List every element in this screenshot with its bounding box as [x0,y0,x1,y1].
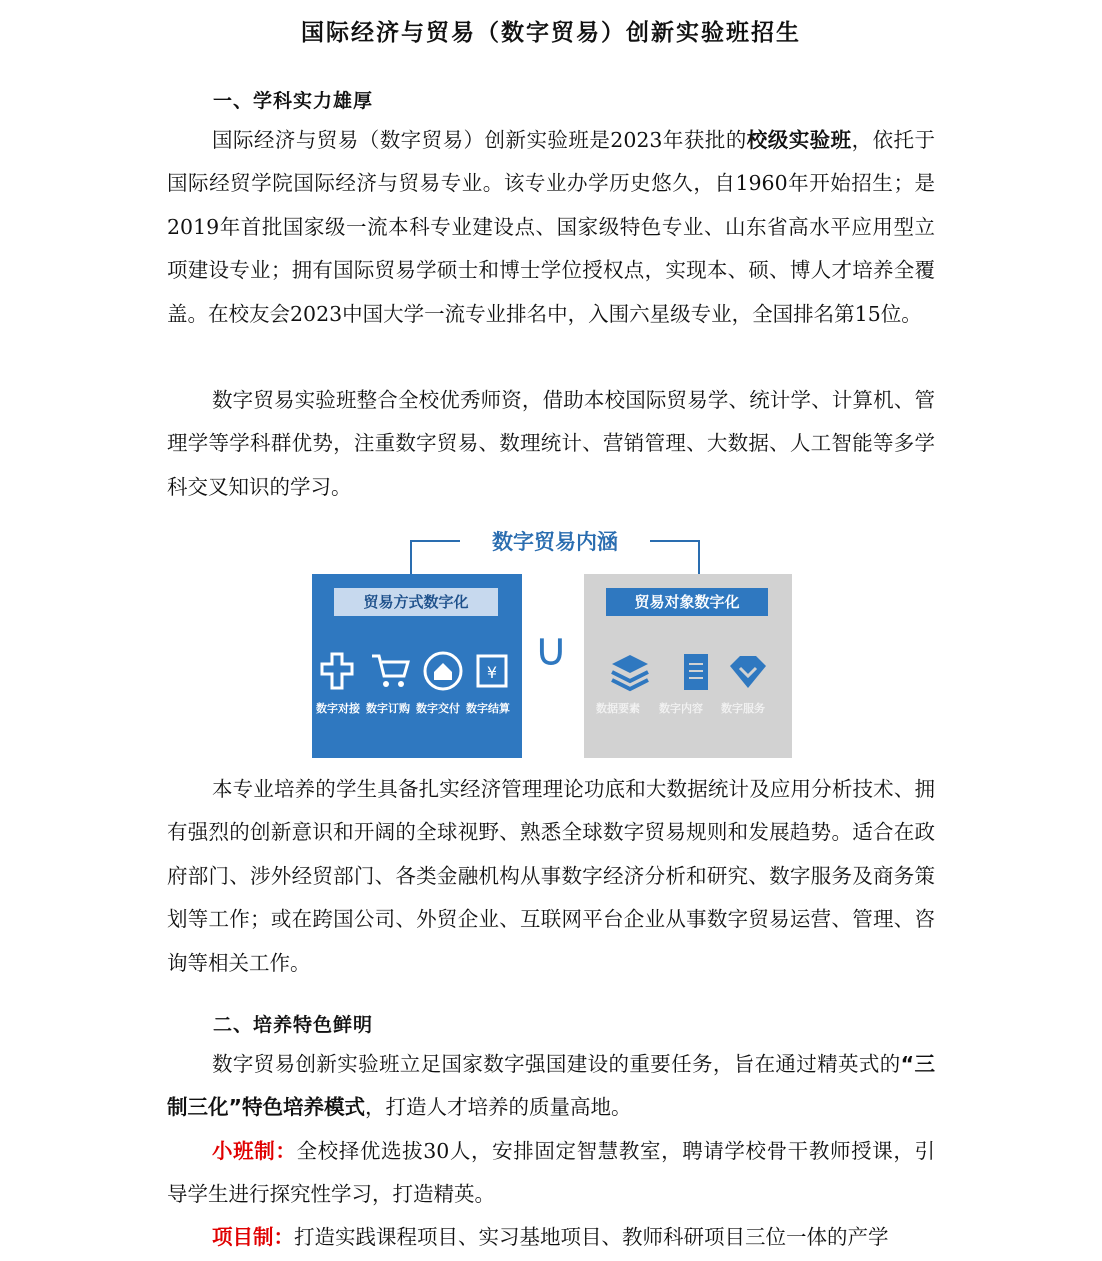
section1-heading: 一、学科实力雄厚 [213,90,374,112]
page-title: 国际经济与贸易（数字贸易）创新实验班招生 [301,20,801,46]
settlement-icon [472,650,512,692]
section1-paragraph-1: 国际经济与贸易（数字贸易）创新实验班是2023年获批的校级实验班，依托于国际经贸学院国际经济与贸易专业。该专业办学历史悠久，自1960年开始招生；是2019年首批国家级一流本科专业建设点、国家级特色专业、山东省高水平应用型立项建设专业；拥有国际贸易学硕士和博士学位授权点，实现本、硕、博人才培养全覆盖。在校友会2023中国大学一流专业排名中，入围六星级专业，全国排名第15位。 [167,128,936,326]
right-item-label: 数字服务 [721,702,765,715]
document-icon [676,650,716,694]
union-symbol: ∪ [534,622,568,676]
trade-method-panel [312,574,522,758]
section2-heading: 二、培养特色鲜明 [213,1014,374,1036]
section2-paragraph-2: 小班制：全校择优选拔30人，安排固定智慧教室，聘请学校骨干教师授课，引导学生进行探究性学习，打造精英。 [167,1139,936,1207]
left-item-label: 数字对接 [316,702,360,715]
section2-paragraph-1: 数字贸易创新实验班立足国家数字强国建设的重要任务，旨在通过精英式的“三制三化”特色培养模式，打造人才培养的质量高地。 [167,1052,935,1120]
digital-trade-diagram [310,522,794,758]
section1-paragraph-3: 本专业培养的学生具备扎实经济管理理论功底和大数据统计及应用分析技术、拥有强烈的创新意识和开阔的全球视野、熟悉全球数字贸易规则和发展趋势。适合在政府部门、涉外经贸部门、各类金融机构从事数字经济分析和研究、数字服务及商务策划等工作；或在跨国公司、外贸企业、互联网平台企业从事数字贸易运营、管理、咨询等相关工作。 [167,777,935,975]
layers-icon [608,650,652,694]
right-item-label: 数字内容 [659,702,703,715]
trade-method-tag: 贸易方式数字化 [334,588,498,616]
right-item-label: 数据要素 [596,702,640,715]
cart-icon [370,650,412,692]
left-item-label: 数字结算 [466,702,510,715]
svg-text:¥: ¥ [486,663,498,682]
small-class-label: 小班制： [212,1139,297,1163]
diagram-title: 数字贸易内涵 [460,526,650,556]
connect-icon [318,650,358,692]
left-item-label: 数字交付 [416,702,460,715]
project-label: 项目制： [212,1225,294,1249]
section2-paragraph-3: 项目制：打造实践课程项目、实习基地项目、教师科研项目三位一体的产学 [212,1225,889,1249]
left-item-label: 数字订购 [366,702,410,715]
trade-object-tag: 贸易对象数字化 [606,588,768,616]
trade-object-panel [584,574,792,758]
delivery-icon [422,650,464,692]
section1-paragraph-2: 数字贸易实验班整合全校优秀师资，借助本校国际贸易学、统计学、计算机、管理学等学科群优势，注重数字贸易、数理统计、营销管理、大数据、人工智能等多学科交叉知识的学习。 [167,388,935,499]
service-icon [726,650,770,694]
